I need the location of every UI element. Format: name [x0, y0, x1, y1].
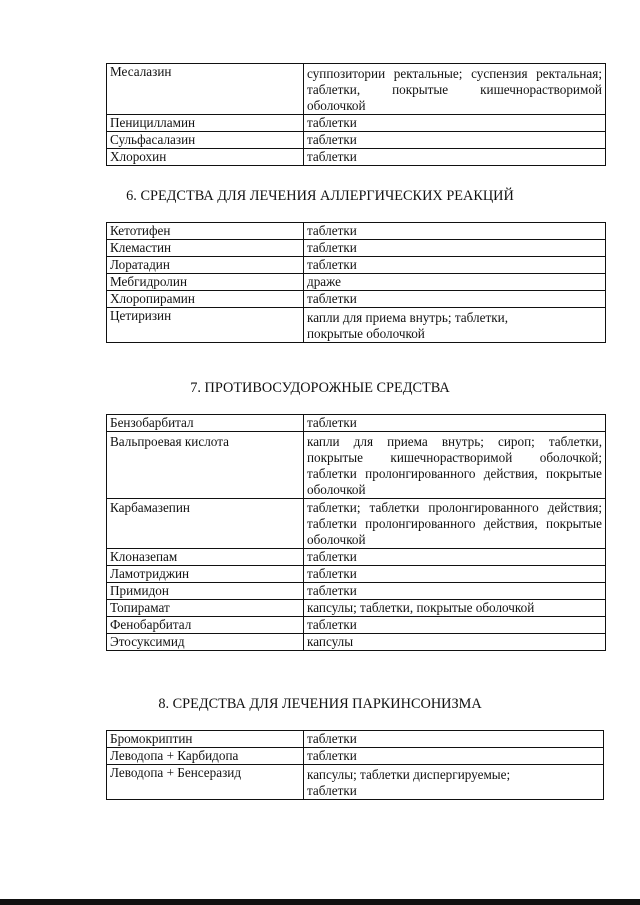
drug-name: Хлоропирамин — [107, 291, 304, 308]
dosage-form: капсулы; таблетки диспергируемые; таблетки — [304, 765, 604, 800]
table-row — [107, 583, 606, 600]
table-row — [107, 308, 606, 343]
drug-name: Вальпроевая кислота — [107, 432, 304, 499]
dosage-form: капли для приема внутрь; таблетки, покрытые оболочкой — [304, 308, 606, 343]
dosage-form: таблетки — [304, 415, 606, 432]
table-row — [107, 257, 606, 274]
table-row — [107, 115, 606, 132]
drug-name: Мебгидролин — [107, 274, 304, 291]
drug-table-anticonvulsants — [106, 414, 606, 651]
table-row — [107, 240, 606, 257]
drug-name: Топирамат — [107, 600, 304, 617]
table-row — [107, 415, 606, 432]
dosage-form: капсулы — [304, 634, 606, 651]
drug-name: Карбамазепин — [107, 499, 304, 549]
drug-name: Этосуксимид — [107, 634, 304, 651]
dosage-form: капсулы; таблетки, покрытые оболочкой — [304, 600, 606, 617]
dosage-form: таблетки — [304, 583, 606, 600]
drug-name: Клоназепам — [107, 549, 304, 566]
table-row — [107, 617, 606, 634]
table-row — [107, 634, 606, 651]
table-row — [107, 223, 606, 240]
drug-name: Хлорохин — [107, 149, 304, 166]
table-row — [107, 432, 606, 499]
dosage-form: таблетки — [304, 257, 606, 274]
dosage-form: таблетки — [304, 731, 604, 748]
table-row — [107, 765, 604, 800]
dosage-form: таблетки — [304, 149, 606, 166]
dosage-form: таблетки — [304, 566, 606, 583]
dosage-form: таблетки; таблетки пролонгированного действия; таблетки пролонгированного действия, покрытые оболочкой — [304, 499, 606, 549]
table-row — [107, 274, 606, 291]
drug-name: Кетотифен — [107, 223, 304, 240]
dosage-form: капли для приема внутрь; сироп; таблетки, покрытые кишечнорастворимой оболочкой; таблетки пролонгированного действия, покрытые оболочкой — [304, 432, 606, 499]
drug-name: Бензобарбитал — [107, 415, 304, 432]
drug-table-parkinsonism — [106, 730, 604, 800]
table-row — [107, 731, 604, 748]
dosage-form: таблетки — [304, 132, 606, 149]
dosage-form: таблетки — [304, 115, 606, 132]
page-bottom-border — [0, 899, 640, 905]
section-heading: 8. СРЕДСТВА ДЛЯ ЛЕЧЕНИЯ ПАРКИНСОНИЗМА — [158, 696, 482, 712]
drug-name: Клемастин — [107, 240, 304, 257]
table-row — [107, 499, 606, 549]
section-heading: 7. ПРОТИВОСУДОРОЖНЫЕ СРЕДСТВА — [190, 380, 450, 396]
dosage-form: таблетки — [304, 617, 606, 634]
drug-name: Месалазин — [107, 64, 304, 115]
drug-name: Ламотриджин — [107, 566, 304, 583]
table-row — [107, 291, 606, 308]
drug-table-continuation — [106, 63, 606, 166]
drug-name: Пеницилламин — [107, 115, 304, 132]
drug-name: Бромокриптин — [107, 731, 304, 748]
drug-name: Леводопа + Карбидопа — [107, 748, 304, 765]
table-row — [107, 748, 604, 765]
dosage-form: драже — [304, 274, 606, 291]
drug-name: Фенобарбитал — [107, 617, 304, 634]
section-heading: 6. СРЕДСТВА ДЛЯ ЛЕЧЕНИЯ АЛЛЕРГИЧЕСКИХ РЕАКЦИЙ — [126, 188, 514, 204]
dosage-form: таблетки — [304, 223, 606, 240]
drug-name: Цетиризин — [107, 308, 304, 343]
drug-name: Примидон — [107, 583, 304, 600]
table-row — [107, 149, 606, 166]
table-row — [107, 132, 606, 149]
dosage-form: таблетки — [304, 240, 606, 257]
drug-name: Лоратадин — [107, 257, 304, 274]
drug-name: Леводопа + Бенсеразид — [107, 765, 304, 800]
dosage-form: таблетки — [304, 748, 604, 765]
drug-name: Сульфасалазин — [107, 132, 304, 149]
dosage-form: суппозитории ректальные; суспензия ректальная; таблетки, покрытые кишечнорастворимой оболочкой — [304, 64, 606, 115]
dosage-form: таблетки — [304, 291, 606, 308]
dosage-form: таблетки — [304, 549, 606, 566]
table-row — [107, 600, 606, 617]
drug-table-allergy — [106, 222, 606, 343]
table-row — [107, 566, 606, 583]
table-row — [107, 549, 606, 566]
table-row — [107, 64, 606, 115]
